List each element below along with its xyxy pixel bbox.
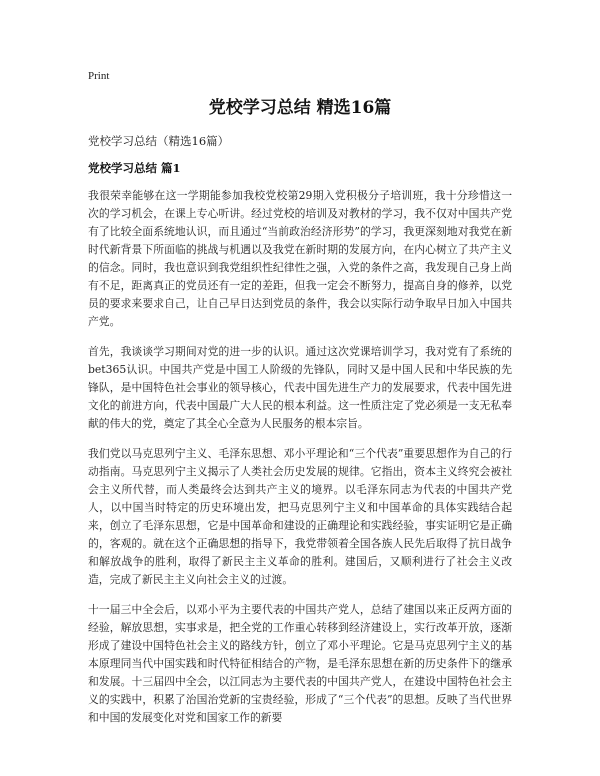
paragraph-4: 十一届三中全会后，以邓小平为主要代表的中国共产党人，总结了建国以来正反两方面的经验，解放思想，实事求是，把全党的工作重心转移到经济建设上，实行改革开放，逐渐形成了建设中国特色社会主义的路线方针，创立了邓小平理论。它是马克思列宁主义的基本原理同当代中国实践和时代特征相结合的产物，是毛泽东思想在新的历史条件下的继承和发展。十三届四中全会，以江同志为主要代表的中国共产党人，在建设中国特色社会主义的实践中，积累了治国治党新的宝贵经验，形成了“三个代表”的思想。反映了当代世界和中国的发展变化对党和国家工作的新要 [88,603,512,724]
document-title: 党校学习总结 精选16篇 [208,98,392,118]
paragraph-3: 我们党以马克思列宁主义、毛泽东思想、邓小平理论和“三个代表”重要思想作为自己的行动指南。马克思列宁主义揭示了人类社会历史发展的规律。它指出，资本主义终究会被社会主义所代替，而人类最终会达到共产主义的境界。以毛泽东同志为代表的中国共产党人，以中国当时特定的历史环境出发，把马克思列宁主义和中国革命的具体实践结合起来，创立了毛泽东思想，它是中国革命和建设的正确理论和实践经验，事实证明它是正确的，客观的。就在这个正确思想的指导下，我党带领着全国各族人民先后取得了抗日战争和解放战争的胜利，取得了新民主主义革命的胜利。建国后，又顺利进行了社会主义改造，完成了新民主主义向社会主义的过渡。 [88,447,512,586]
paragraph-1: 我很荣幸能够在这一学期能参加我校党校第29期入党积极分子培训班，我十分珍惜这一次的学习机会，在课上专心听讲。经过党校的培训及对教材的学习，我不仅对中国共产党有了比较全面系统地认识，而且通过“当前政治经济形势”的学习，我更深刻地对我党在新时代新背景下所面临的挑战与机遇以及我党在新时期的发展方向，在内心树立了共产主义的信念。同时，我也意识到我党组织性纪律性之强，入党的条件之高，我发现自己身上尚有不足，距离真正的党员还有一定的差距，但我一定会不断努力，提高自身的修养，以党员的要求来要求自己，让自己早日达到党员的条件，我会以实际行动争取早日加入中国共产党。 [88,189,512,328]
print-link[interactable]: Print [88,70,110,82]
paragraph-2: 首先，我谈谈学习期间对党的进一步的认识。通过这次党课培训学习，我对党有了系统的bet365认识。中国共产党是中国工人阶级的先锋队，同时又是中国人民和中华民族的先锋队，是中国特色社会事业的领导核心，代表中国先进生产力的发展要求，代表中国先进文化的前进方向，代表中国最广大人民的根本利益。这一性质注定了党必须是一支无私奉献的伟大的党，奠定了其全心全意为人民服务的根本宗旨。 [88,345,512,430]
document-subtitle: 党校学习总结（精选16篇） [88,134,230,148]
section-heading: 党校学习总结 篇1 [88,161,181,175]
